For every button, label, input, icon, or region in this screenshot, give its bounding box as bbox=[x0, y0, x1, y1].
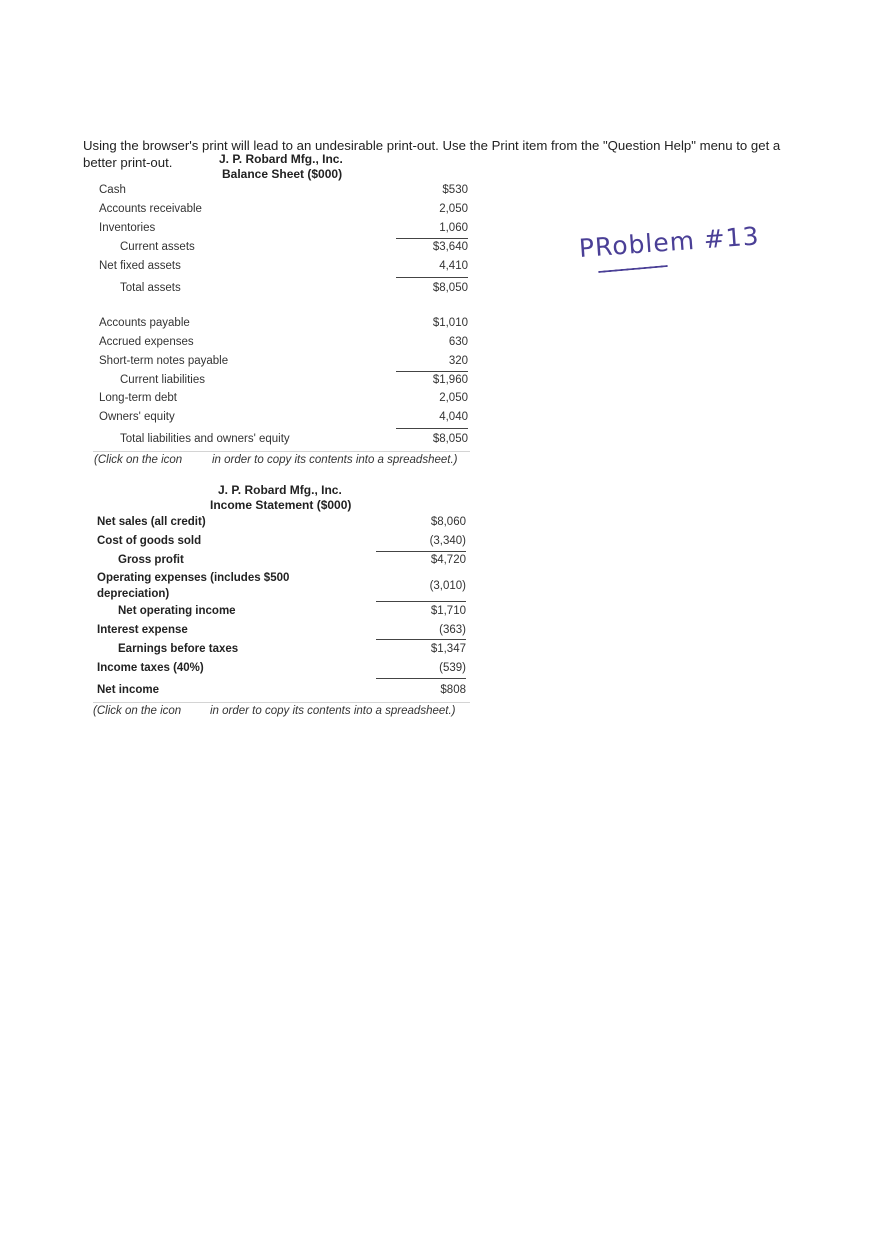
table-row bbox=[97, 624, 466, 643]
row-label: Owners' equity bbox=[99, 411, 175, 423]
copy-note bbox=[93, 705, 456, 717]
row-value: 2,050 bbox=[439, 392, 468, 404]
row-value: $1,960 bbox=[432, 374, 468, 386]
row-label: Earnings before taxes bbox=[118, 643, 239, 655]
row-value: 630 bbox=[448, 336, 468, 348]
row-label: Current assets bbox=[120, 241, 195, 253]
row-value: $1,010 bbox=[432, 317, 468, 329]
row-value: (539) bbox=[439, 662, 466, 674]
subtotal-rule bbox=[396, 371, 468, 372]
row-value: (3,010) bbox=[429, 580, 466, 592]
income-statement-company: J. P. Robard Mfg., Inc. bbox=[218, 483, 342, 497]
row-value: $808 bbox=[440, 684, 466, 696]
subtotal-rule bbox=[376, 551, 466, 552]
table-divider bbox=[93, 451, 470, 452]
row-label: Net sales (all credit) bbox=[97, 516, 206, 528]
table-row bbox=[97, 684, 466, 703]
row-value: 320 bbox=[448, 355, 468, 367]
table-row bbox=[99, 317, 468, 336]
row-value: 1,060 bbox=[439, 222, 468, 234]
copy-note-start: (Click on the icon bbox=[94, 454, 183, 466]
row-value: $1,710 bbox=[430, 605, 466, 617]
subtotal-rule bbox=[396, 277, 468, 278]
table-row bbox=[118, 605, 466, 624]
subtotal-rule bbox=[396, 428, 468, 429]
row-value: 4,410 bbox=[439, 260, 468, 272]
handwritten-problem-label: PRoblem #13 bbox=[578, 221, 761, 263]
row-label: Income taxes (40%) bbox=[97, 662, 204, 674]
handwritten-underline bbox=[598, 265, 668, 273]
row-value: 4,040 bbox=[439, 411, 468, 423]
copy-note-end: in order to copy its contents into a spreadsheet.) bbox=[210, 705, 456, 717]
subtotal-rule bbox=[376, 678, 466, 679]
row-label: Gross profit bbox=[118, 554, 184, 566]
copy-note-start: (Click on the icon bbox=[93, 705, 182, 717]
row-value: $3,640 bbox=[432, 241, 468, 253]
copy-note bbox=[94, 454, 458, 466]
row-label: Operating expenses (includes $500 bbox=[97, 572, 290, 584]
table-row bbox=[118, 643, 466, 662]
row-label: Inventories bbox=[99, 222, 156, 234]
row-label: Total assets bbox=[120, 282, 181, 294]
table-row bbox=[120, 433, 468, 452]
row-value: $4,720 bbox=[430, 554, 466, 566]
row-label: Accounts receivable bbox=[99, 203, 202, 215]
print-notice: Using the browser's print will lead to an undesirable print-out. Use the Print item from the "Question Help" menu to get a better print-out. bbox=[83, 138, 781, 170]
row-value: $8,050 bbox=[432, 282, 468, 294]
row-label: Cost of goods sold bbox=[97, 535, 202, 547]
row-label: Net operating income bbox=[118, 605, 236, 617]
row-value: (3,340) bbox=[429, 535, 466, 547]
table-row bbox=[99, 203, 468, 222]
table-row bbox=[99, 184, 468, 203]
balance-sheet-title: Balance Sheet ($000) bbox=[222, 167, 343, 181]
row-label: Total liabilities and owners' equity bbox=[120, 433, 290, 445]
balance-sheet-company: J. P. Robard Mfg., Inc. bbox=[219, 152, 343, 166]
table-divider bbox=[93, 702, 470, 703]
row-label: Interest expense bbox=[97, 624, 188, 636]
table-row bbox=[120, 241, 468, 260]
row-value: $1,347 bbox=[430, 643, 466, 655]
row-value: $8,060 bbox=[430, 516, 466, 528]
row-value: (363) bbox=[439, 624, 466, 636]
row-label-continued: depreciation) bbox=[97, 588, 170, 600]
table-row bbox=[120, 282, 468, 301]
row-label: Short-term notes payable bbox=[99, 355, 229, 367]
subtotal-rule bbox=[376, 639, 466, 640]
table-row bbox=[99, 392, 468, 411]
table-row bbox=[118, 554, 466, 573]
subtotal-rule bbox=[396, 238, 468, 239]
subtotal-rule bbox=[376, 601, 466, 602]
row-value: $530 bbox=[442, 184, 468, 196]
row-label: Long-term debt bbox=[99, 392, 177, 404]
row-label: Cash bbox=[99, 184, 126, 196]
income-statement-title: Income Statement ($000) bbox=[210, 498, 352, 512]
table-row bbox=[120, 374, 468, 393]
row-label: Current liabilities bbox=[120, 374, 206, 386]
row-value: 2,050 bbox=[439, 203, 468, 215]
row-value: $8,050 bbox=[432, 433, 468, 445]
table-row bbox=[99, 336, 468, 355]
row-label: Accrued expenses bbox=[99, 336, 194, 348]
row-label: Net fixed assets bbox=[99, 260, 181, 272]
row-label: Net income bbox=[97, 684, 159, 696]
copy-note-end: in order to copy its contents into a spreadsheet.) bbox=[212, 454, 458, 466]
table-row bbox=[97, 516, 466, 535]
row-label: Accounts payable bbox=[99, 317, 190, 329]
